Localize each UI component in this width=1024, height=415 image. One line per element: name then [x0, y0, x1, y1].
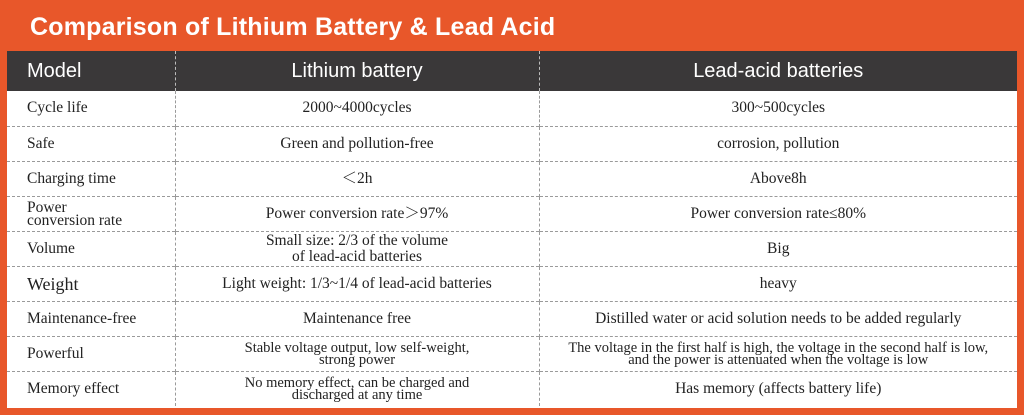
cell-text: Safe [27, 134, 55, 152]
cell-text: ＜2h [341, 169, 373, 187]
table-row [7, 126, 1017, 161]
cell-lead-acid [539, 266, 1017, 301]
header-model: Model [7, 51, 175, 91]
cell-model [7, 126, 175, 161]
cell-text: The voltage in the first half is high, the voltage in the second half is low, [568, 339, 989, 356]
table-row [7, 196, 1017, 231]
cell-text: 300~500cycles [731, 99, 826, 117]
cell-text: of lead-acid batteries [292, 247, 422, 265]
cell-lead-acid [539, 231, 1017, 266]
cell-text: Volume [27, 239, 75, 257]
cell-model [7, 266, 175, 301]
cell-lithium [175, 231, 539, 266]
cell-lithium [175, 301, 539, 336]
table-row [7, 336, 1017, 371]
cell-model [7, 231, 175, 266]
cell-lithium [175, 161, 539, 196]
cell-model [7, 91, 175, 126]
cell-model [7, 196, 175, 231]
cell-text: Power conversion rate≤80% [690, 204, 866, 222]
cell-model [7, 161, 175, 196]
table-row [7, 266, 1017, 301]
page-title: Comparison of Lithium Battery & Lead Acid [30, 13, 556, 41]
cell-text: Power [27, 198, 67, 216]
cell-text: Has memory (affects battery life) [675, 379, 882, 397]
cell-text: Above8h [749, 169, 807, 187]
cell-text: heavy [759, 274, 797, 292]
table-row [7, 301, 1017, 336]
cell-text: Power conversion rate＞97% [265, 204, 449, 222]
table-row [7, 91, 1017, 126]
cell-text: 2000~4000cycles [302, 99, 412, 117]
cell-text: and the power is attenuated when the voltage is low [628, 351, 929, 368]
cell-text: Stable voltage output, low self-weight, [244, 339, 470, 356]
comparison-table [7, 51, 1017, 406]
cell-text: discharged at any time [291, 386, 423, 403]
cell-lead-acid [539, 161, 1017, 196]
cell-text: Powerful [27, 344, 84, 362]
cell-text: conversion rate [27, 211, 123, 229]
cell-lead-acid [539, 336, 1017, 371]
cell-text: Charging time [27, 169, 116, 187]
cell-lead-acid [539, 196, 1017, 231]
header-lithium: Lithium battery [175, 51, 539, 91]
cell-lead-acid [539, 91, 1017, 126]
cell-model [7, 371, 175, 406]
cell-lithium [175, 266, 539, 301]
header-lead-acid: Lead-acid batteries [539, 51, 1017, 91]
cell-lead-acid [539, 371, 1017, 406]
cell-text: Big [767, 239, 790, 257]
cell-text: Distilled water or acid solution needs to be added regularly [595, 309, 962, 327]
cell-lithium [175, 91, 539, 126]
cell-text: Small size: 2/3 of the volume [265, 231, 449, 249]
table-row [7, 371, 1017, 406]
table-row [7, 231, 1017, 266]
cell-text: corrosion, pollution [717, 134, 840, 152]
table-row [7, 161, 1017, 196]
cell-text: Light weight: 1/3~1/4 of lead-acid batteries [222, 274, 492, 292]
cell-lead-acid [539, 126, 1017, 161]
cell-text: No memory effect, can be charged and [244, 374, 470, 391]
cell-text: Green and pollution-free [280, 134, 434, 152]
cell-text: Maintenance-free [27, 309, 137, 327]
cell-text: Memory effect [27, 379, 120, 397]
cell-lithium [175, 336, 539, 371]
cell-text: strong power [318, 351, 396, 368]
cell-text: Weight [27, 273, 79, 294]
cell-model [7, 301, 175, 336]
cell-text: Maintenance free [302, 309, 411, 327]
cell-text: Cycle life [27, 99, 88, 117]
comparison-table-wrapper [7, 51, 1017, 408]
cell-lead-acid [539, 301, 1017, 336]
cell-lithium [175, 371, 539, 406]
cell-model [7, 336, 175, 371]
cell-lithium [175, 126, 539, 161]
cell-lithium [175, 196, 539, 231]
table-header-row [7, 51, 1017, 91]
